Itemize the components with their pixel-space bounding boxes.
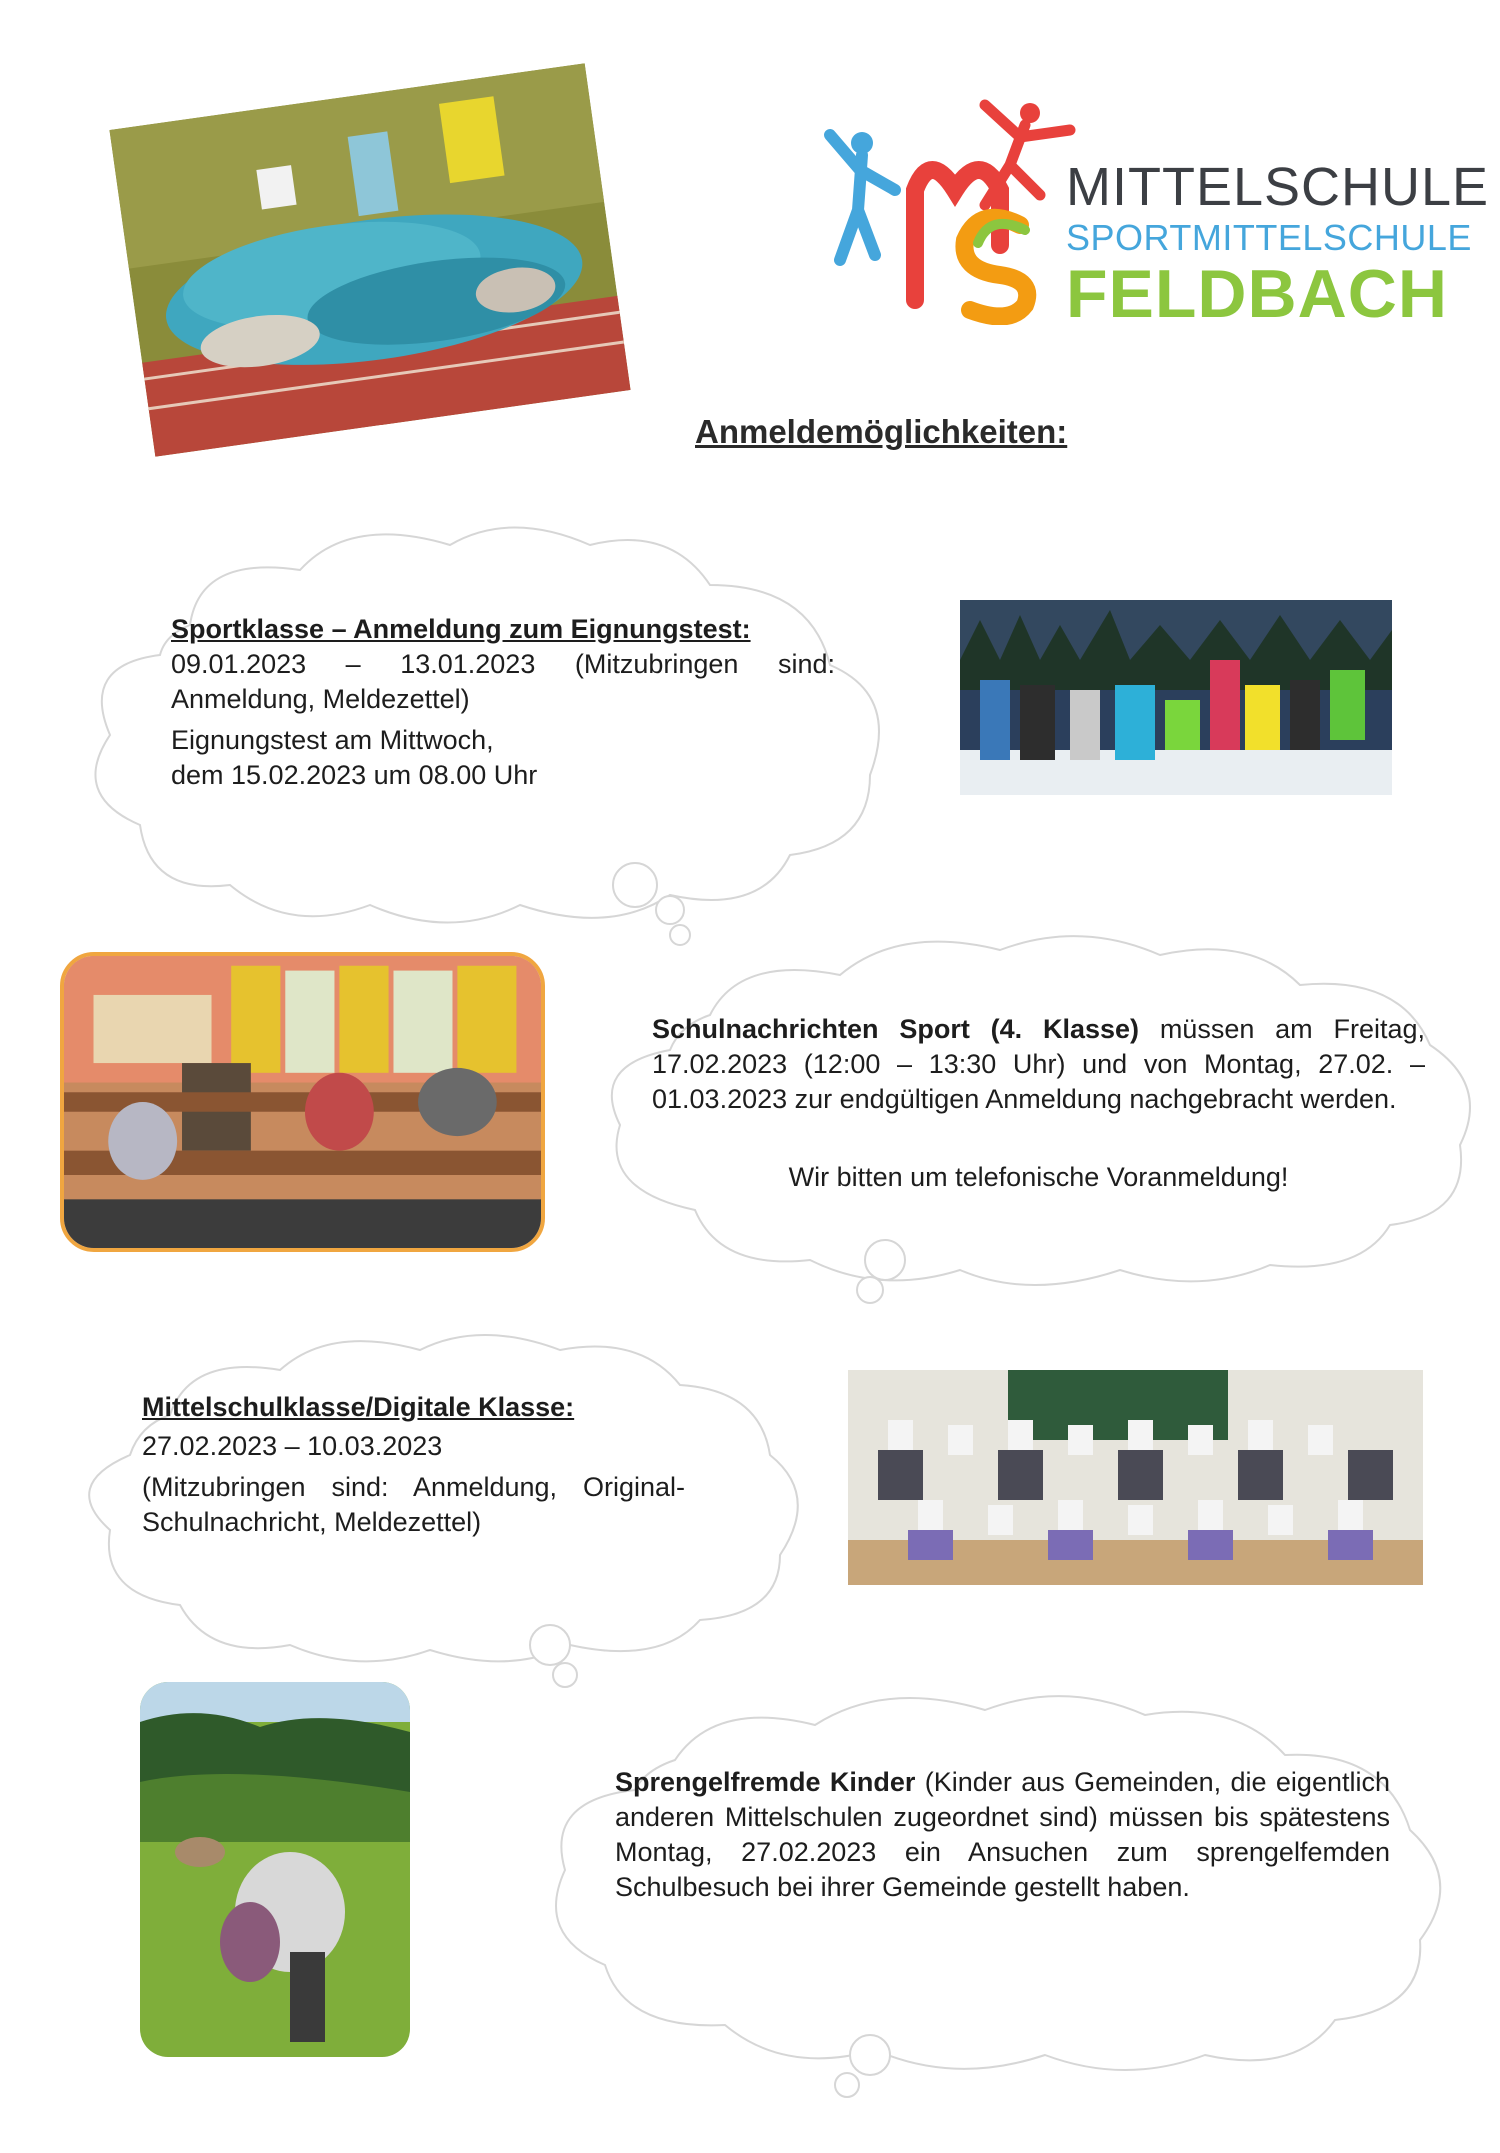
school-logo bbox=[820, 95, 1490, 335]
section2-note: Wir bitten um telefonische Voranmeldung! bbox=[788, 1162, 1289, 1192]
section3-title: Mittelschulklasse/Digitale Klasse: bbox=[142, 1392, 575, 1422]
ski-photo bbox=[960, 600, 1392, 795]
group-photo bbox=[109, 63, 630, 457]
logo-mittelschule: MITTELSCHULE bbox=[1066, 157, 1490, 217]
classroom-photo bbox=[60, 952, 545, 1252]
section2-bold: Schulnachrichten Sport (4. Klasse) bbox=[652, 1014, 1140, 1044]
section3-dates: 27.02.2023 – 10.03.2023 bbox=[142, 1431, 443, 1461]
logo-sportmittelschule: SPORTMITTELSCHULE bbox=[1066, 217, 1472, 258]
section2-rest: müssen am Freitag, 17.02.2023 (12:00 – 13:30 Uhr) und von Montag, 27.02. – 01.03.2023 zur endgültigen Anmeldung nachgebracht werden. bbox=[652, 1014, 1425, 1114]
page-heading: Anmeldemöglichkeiten: bbox=[695, 413, 1068, 450]
section3-text bbox=[142, 1390, 685, 1540]
section1-line2a: Eignungstest am Mittwoch, bbox=[171, 725, 494, 755]
class-photo bbox=[848, 1370, 1423, 1585]
section2-text bbox=[652, 1012, 1425, 1117]
section4-text bbox=[615, 1765, 1390, 1905]
section1-title: Sportklasse – Anmeldung zum Eignungstest: bbox=[171, 614, 751, 644]
section1-text bbox=[171, 612, 835, 793]
section3-items: (Mitzubringen sind: Anmeldung, Original-Schulnachricht, Meldezettel) bbox=[142, 1472, 685, 1537]
outdoor-photo bbox=[140, 1682, 410, 2057]
section4-bold: Sprengelfremde Kinder bbox=[615, 1767, 916, 1797]
section4-rest: (Kinder aus Gemeinden, die eigentlich anderen Mittelschulen zugeordnet sind) müssen bis spätestens Montag, 27.02.2023 ein Ansuchen zum sprengelfemden Schulbesuch bei ihrer Gemeinde gestellt haben. bbox=[615, 1767, 1390, 1902]
section1-line2b: dem 15.02.2023 um 08.00 Uhr bbox=[171, 760, 538, 790]
section1-line1: 09.01.2023 – 13.01.2023 (Mitzubringen sind: Anmeldung, Meldezettel) bbox=[171, 649, 835, 714]
logo-feldbach: FELDBACH bbox=[1066, 256, 1448, 332]
cloud-schulnachrichten bbox=[580, 925, 1480, 1315]
